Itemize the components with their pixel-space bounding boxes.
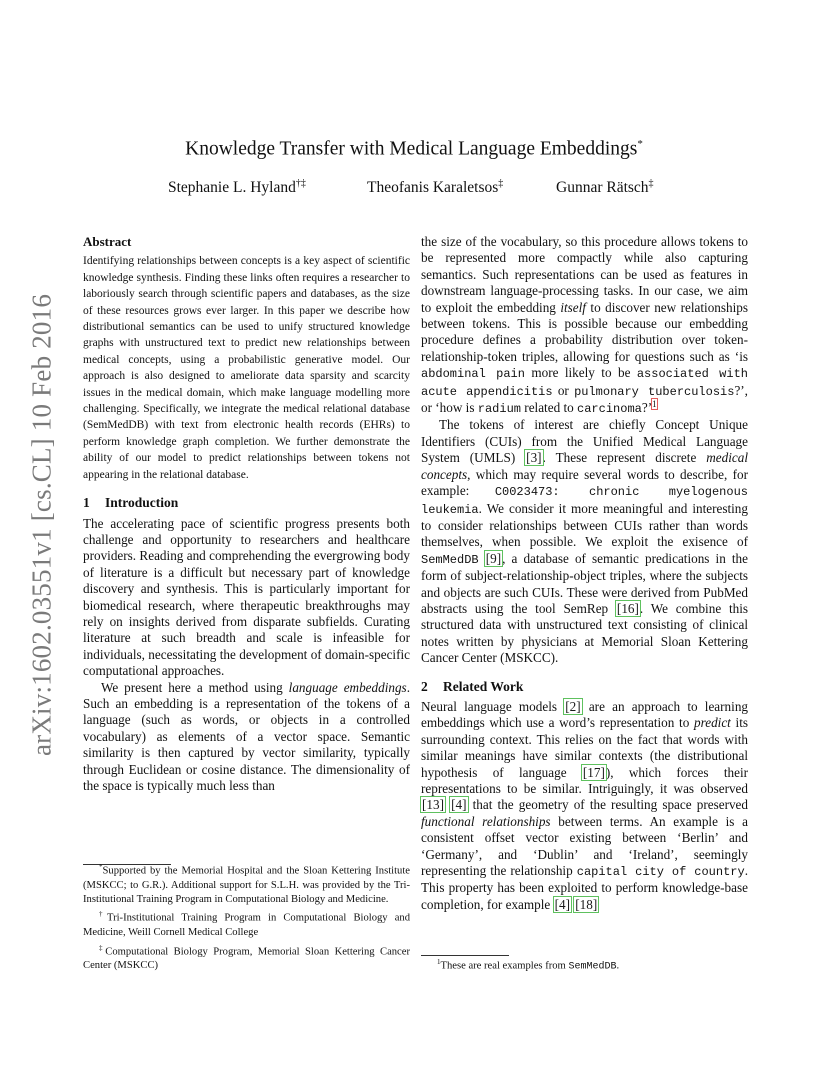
text-run: related to: [521, 400, 578, 416]
abstract-heading: Abstract: [83, 234, 132, 249]
left-column: [83, 234, 410, 794]
text-run: [479, 551, 485, 566]
paper-title-text: Knowledge Transfer with Medical Language Embeddings: [185, 138, 638, 160]
code-term: capital city of country: [576, 865, 745, 880]
intro-paragraph-2: [83, 680, 410, 795]
footnote-mark: 1: [437, 958, 441, 966]
footnotes-right: [421, 955, 748, 975]
code-term: C0023473: chronic myelogenous leukemia: [421, 485, 748, 517]
citation-link[interactable]: [16]: [616, 600, 639, 616]
arxiv-identifier-stamp: [22, 290, 62, 760]
author-name: Stephanie L. Hyland: [168, 179, 296, 197]
text-run: that the geometry of the resulting space preserved: [467, 797, 749, 813]
footnote-link[interactable]: 1: [652, 398, 657, 409]
footnote-mark: *: [99, 863, 103, 871]
right-column: [421, 234, 748, 913]
code-term: pulmonary tuberculosis: [574, 384, 735, 399]
intro-paragraph-1: The accelerating pace of scientific progress presents both challenge and opportunity to researchers and healthcare providers. Reading and comprehending the evergrowing body of literature is a difficult but necessary part of knowledge discovery and synthesis. This is particularly important for biomedical research, where therapeutic breakthroughs may rely on insights derived from disparate subfields. Curating literature at such breadth and scale is infeasible for individuals, necessitating the development of domain-specific computational approaches.: [83, 515, 410, 679]
author-name: Theofanis Karaletsos: [367, 179, 499, 197]
code-term: SemMedDB: [568, 961, 617, 973]
author-list: [0, 178, 828, 200]
author-1: [168, 178, 306, 197]
citation-link[interactable]: [4]: [451, 797, 467, 813]
citation-link[interactable]: [2]: [565, 698, 581, 714]
code-term: acute appendicitis: [421, 384, 553, 399]
code-term: SemMedDB: [421, 552, 479, 567]
citation-link[interactable]: [18]: [575, 896, 598, 912]
text-run: We present here a method using: [101, 679, 289, 695]
footnote-text: Tri-Institutional Training Program in Computational Biology and Medicine, Weill Cornell Medical College: [83, 912, 410, 939]
author-3: [556, 178, 654, 197]
author-affiliation-mark: ‡: [498, 178, 504, 189]
text-run: ?’, or ‘how is: [421, 382, 748, 416]
emphasis-text: language embeddings: [288, 679, 407, 695]
code-term: associated with: [636, 367, 748, 382]
text-run: ), which forces their representations to be similar. Intriguingly, it was observed: [421, 764, 748, 796]
text-run: more likely to be: [524, 365, 637, 381]
arxiv-stamp-text: arXiv:1602.03551v1 [cs.CL] 10 Feb 2016: [26, 293, 57, 757]
author-affiliation-mark: ‡: [648, 178, 654, 189]
text-run: ?’: [641, 400, 653, 416]
emphasis-text: itself: [560, 299, 586, 315]
emphasis-text: functional relationships: [421, 813, 551, 829]
citation-link[interactable]: [4]: [554, 896, 570, 912]
text-run: Neural language models: [421, 698, 565, 714]
text-run: between terms. An example is a consistent offset vector existing between ‘Berlin’ and ‘Germany’, and ‘Dublin’ and ‘Ireland’, seemingly representing the relationship: [421, 813, 748, 879]
footnotes-left: [83, 860, 410, 974]
text-run: , a database of semantic predications in the form of subject-relationship-object triples, where the subjects and objects are such CUIs. These were derived from PubMed abstracts using the tool SemRep: [421, 550, 749, 616]
text-run: . We consider it more meaningful and interesting to consider relationships between CUIs rather than words themselves, when possible. We exploit the exisence of: [421, 500, 748, 550]
footnote-text: Supported by the Memorial Hospital and the Sloan Kettering Institute (MSKCC; to G.R.). Additional support for S.L.H. was provided by the Tri-Institutional Training Program in Computational Biology and Medicine.: [83, 865, 410, 906]
abstract-body: Identifying relationships between concepts is a key aspect of scientific knowledge synthesis. Finding these links often requires a researcher to laboriously search through scientific papers and databases, as the size of these resources grows ever larger. In this paper we describe how distributional semantics can be used to unify structured knowledge graphs with unstructured text to predict new relationships between medical concepts, using a probabilistic generative model. Our approach is also designed to ameliorate data sparsity and scarcity issues in the medical domain, which make language modelling more challenging. Specifically, we integrate the medical relational database (SemMedDB) with text from electronic health records (EHRs) to perform knowledge graph completion. We further demonstrate the ability of our model to predict relationships between tokens not appearing in the relational database.: [83, 255, 410, 481]
text-run: The tokens of interest are chiefly Concept Unique Identifiers (CUIs) from the Unified Medical Language System (UMLS): [421, 417, 748, 466]
text-run: are an approach to learning embeddings which use a word’s representation to: [421, 698, 749, 731]
footnote-title: [83, 860, 410, 907]
section-title: Introduction: [105, 495, 179, 511]
author-affiliation-mark: †‡: [295, 178, 306, 189]
section-heading-related-work: [421, 679, 748, 695]
text-run: its surrounding context. This relies on the fact that words with similar meanings have similar contexts (the distributional hypothesis of language: [421, 715, 748, 780]
text-run: the size of the vocabulary, so this procedure allows tokens to be represented more compactly while also capturing semantics. Such representations can be used as features in downstream language-processing tasks. In our case, we aim to exploit the embedding: [421, 234, 748, 315]
footnote-affiliation-2: [83, 941, 410, 974]
text-run: . We combine this structured data with unstructured text consisting of clinical notes written by physicians at Memorial Sloan Kettering Cancer Center (MSKCC).: [421, 600, 749, 666]
intro-paragraph-3: [421, 417, 748, 666]
author-name: Gunnar Rätsch: [556, 179, 649, 197]
section-heading-introduction: [83, 495, 410, 511]
footnote-text: Computational Biology Program, Memorial Sloan Kettering Cancer Center (MSKCC): [83, 946, 410, 972]
code-term: abdominal pain: [421, 367, 525, 382]
footnote-1: [421, 955, 748, 975]
footnote-mark: ‡: [99, 943, 106, 952]
code-term: radium: [477, 402, 521, 417]
paper-title: [0, 138, 828, 161]
citation-link[interactable]: [13]: [422, 797, 444, 813]
citation-link[interactable]: [17]: [582, 764, 605, 780]
text-run: . These represent discrete: [542, 450, 707, 466]
footnote-affiliation-1: [83, 907, 410, 940]
text-run: to discover new relationships between tokens. This is possible because our embedding procedure defines a probability distribution over token-relationship-token triples, allowing for questions such as ‘is: [421, 299, 749, 364]
footnote-text: These are real examples from: [440, 960, 569, 972]
text-run: , which may require several words to describe, for example:: [421, 466, 748, 499]
section-number: 1: [83, 495, 90, 511]
related-work-paragraph: [421, 699, 748, 913]
emphasis-text: medical concepts: [421, 450, 748, 482]
title-footnote-mark: *: [637, 138, 643, 150]
code-term: carcinoma: [577, 402, 642, 417]
citation-link[interactable]: [9]: [485, 550, 502, 566]
intro-paragraph-2-continued: [421, 234, 748, 417]
footnote-text: .: [616, 960, 620, 972]
footnote-mark: †: [99, 910, 107, 919]
emphasis-text: predict: [693, 715, 731, 731]
section-title: Related Work: [443, 678, 524, 694]
text-run: or: [552, 382, 575, 398]
text-run: . Such an embedding is a representation of the tokens of a language (such as words, or objects in a controlled vocabulary) as elements of a vector space. Semantic similarity is then captured by vector similarity, typically through Euclidean or cosine distance. The dimensionality of the space is typically much less than: [83, 679, 410, 793]
citation-link[interactable]: [3]: [526, 450, 542, 466]
section-number: 2: [421, 678, 428, 694]
text-run: . This property has been exploited to perform knowledge-base completion, for example: [421, 863, 748, 912]
author-2: [367, 178, 503, 197]
